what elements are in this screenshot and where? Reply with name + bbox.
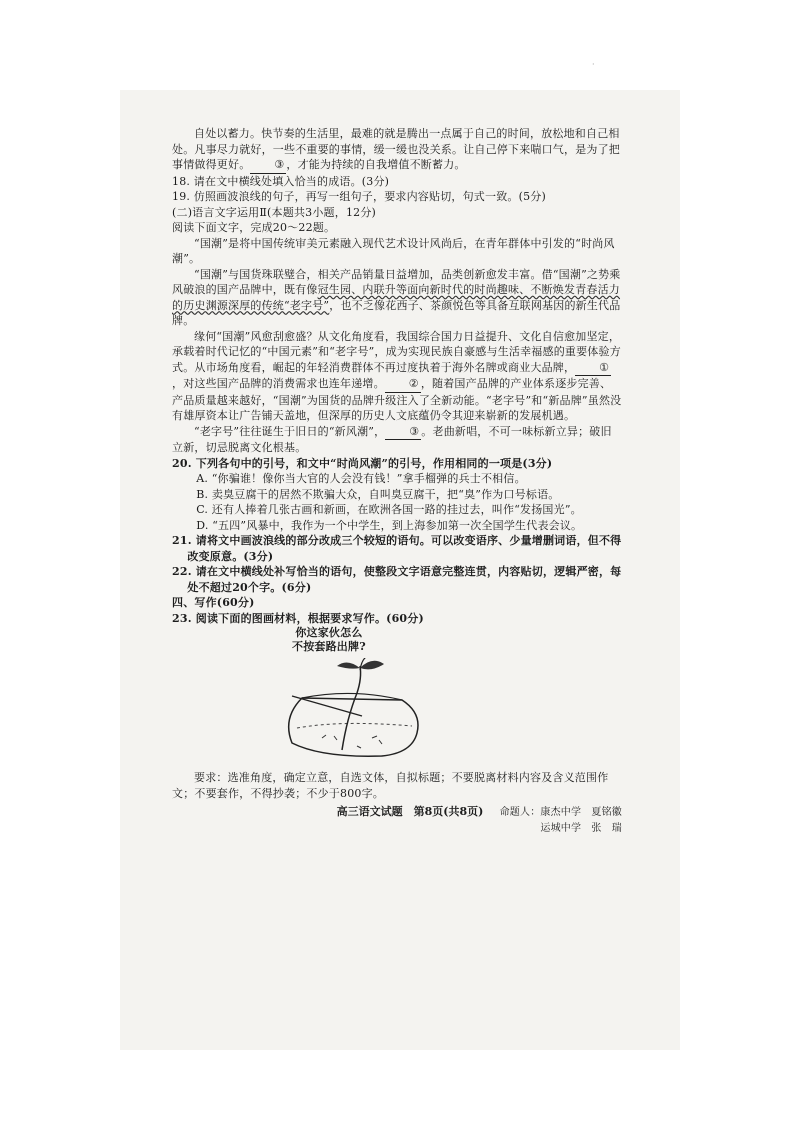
corner-mark: · [592,60,595,69]
option-d: D. “五四”风暴中，我作为一个中学生，到上海参加第一次全国学生代表会议。 [196,518,583,532]
plant-stem [342,666,361,750]
leaf-left [337,662,360,668]
question-19: 19. 仿照画波浪线的句子，再写一组句子，要求内容贴切，句式一致。(5分) [172,190,546,203]
passage-paragraph-3: 缘何“国潮”风愈刮愈盛？从文化角度看，我国综合国力日益提升、文化自信愈加坚定，承载着时代记忆的“中国元素”和“老字号”，成为实现民族自豪感与生活幸福感的重要体验方式。从市场角度看，崛起的年轻消费群体不再过度执着于海外名牌或商业大品牌， ①，对这些国产品牌的消费需求也连年递增。 ② ，随着国产品牌的产业体系逐步完善、产品质量越来越好，“国潮”为国货的品牌升级注入了全新动能。“老字号”和“新品牌”虽然没有雄厚资本让广告铺天盖地，但深厚的历史人文底蕴仍令其迎来崭新的发展机遇。 [172,329,622,422]
cartoon-caption: 你这家伙怎么 不按套路出牌? [292,626,366,653]
intro-paragraph: 自处以蓄力。快节奏的生活里，最难的就是腾出一点属于自己的时间，放松地和自己相处。凡事尽力就好，一些不重要的事情，缓一缓也没关系。让自己停下来喘口气，是为了把事情做得更好。 ③ ，才能为持续的自我增值不断蓄力。 [172,126,622,174]
question-20: 20. 下列各句中的引号，和文中“时尚风潮”的引号，作用相同的一项是(3分) [172,456,553,470]
cartoon-figure [172,626,622,766]
blank-3: ③ [250,157,286,174]
vase-marks [322,735,382,748]
wavy-underlined-text: 冠生园、内联升等面向新时代的时尚趣味、不断焕发青春活力的历史渊源深厚的传统“老字号” [172,283,621,312]
question-23: 23. 阅读下面的图画材料，根据要求写作。(60分) [172,611,424,625]
vase-outline [289,698,418,756]
section-4-heading: 四、写作(60分) [172,596,255,609]
cartoon-drawing [262,658,442,763]
passage-paragraph-4: “老字号”往往诞生于旧日的“新风潮”， ③ 。老曲新唱，不可一味标新立异；破旧立新，切忌脱离文化根基。 [172,424,612,454]
question-22: 22. 请在文中横线处补写恰当的语句，使整段文字语意完整连贯，内容贴切，逻辑严密，每处不超过20个字。(6分) [172,565,622,594]
question-18: 18. 请在文中横线处填入恰当的成语。(3分) [172,174,390,188]
water-line [297,723,412,728]
blank-2: ② [385,376,421,393]
blank-1: ① [575,360,611,377]
passage-paragraph-2: “国潮”与国货珠联璧合，相关产品销量日益增加，品类创新愈发丰富。借“国潮”之势乘风破浪的国产品牌中，既有像冠生园、内联升等面向新时代的时尚趣味、不断焕发青春活力的历史渊源深厚的传统“老字号”，也不乏像花西子、茶颜悦色等具备互联网基因的新生代品牌。 [172,267,621,327]
section-2-heading: (二)语言文字运用Ⅱ(本题共3小题，12分) [172,205,377,219]
leaf-right [360,661,384,670]
read-instruction: 阅读下面文字，完成20～22题。 [172,221,336,234]
option-c: C. 还有人捧着几张古画和新画，在欧洲各国一路的挂过去，叫作“发扬国光”。 [196,503,582,516]
blank-3-passage: ③ [385,424,421,441]
passage-paragraph-1: “国潮”是将中国传统审美元素融入现代艺术设计风尚后，在青年群体中引发的“时尚风潮”。 [172,236,615,265]
page-footer: 高三语文试题 第8页(共8页) [336,805,484,818]
option-a: A. “你骗谁！像你当大官的人会没有钱！”拿手榴弹的兵士不相信。 [196,472,526,485]
option-b: B. 卖臭豆腐干的居然不欺骗大众，自叫臭豆腐干，把“臭”作为口号标语。 [196,487,560,501]
authors: 命题人：康杰中学 夏铭徽 运城中学 张 瑞 [499,807,622,834]
writing-requirements: 要求：选准角度，确定立意，自选文体，自拟标题；不要脱离材料内容及含义范围作文；不要套作，不得抄袭；不少于800字。 [172,771,609,800]
exam-content [172,126,622,836]
question-21: 21. 请将文中画波浪线的部分改成三个较短的语句。可以改变语序、少量增删词语，但不得改变原意。(3分) [172,534,622,563]
